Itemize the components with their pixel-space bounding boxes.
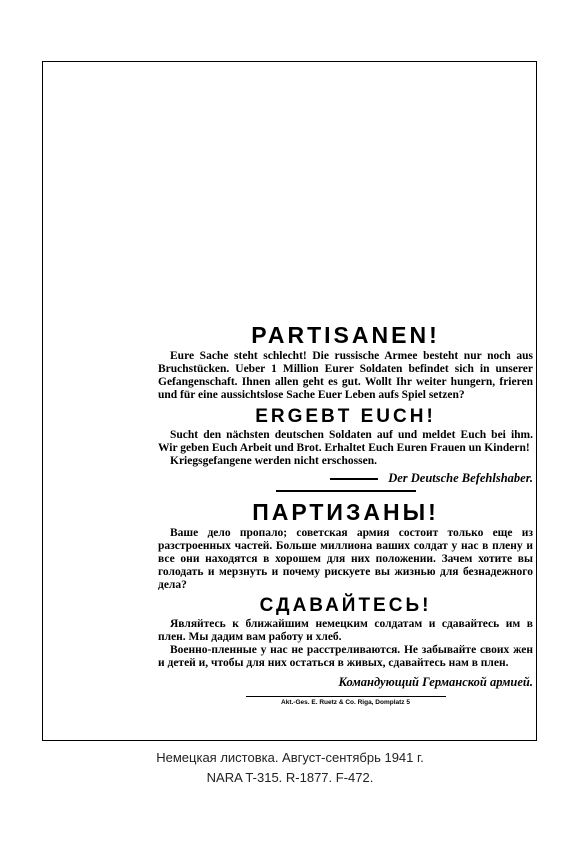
document-frame [42, 61, 537, 741]
german-subheading: ERGEBT EUCH! [255, 406, 436, 427]
russian-paragraph-1: Ваше дело пропало; советская армия состоит только еще из разстроенных частей. Больше миллиона ваших солдат у нас в плену и все они находятся в хорошем для них положении. Зачем хотите вы голодать и мерзнуть и почему рискуете вы жизнью для безнадежного дела? [158, 527, 533, 591]
caption-line-1: Немецкая листовка. Август-сентябрь 1941 г. [156, 750, 424, 765]
russian-paragraph-3: Военно-пленные у нас не расстреливаются. Не забывайте своих жен и детей и, чтобы для них остаться в живых, сдавайтесь нам в плен. [158, 644, 533, 669]
caption-line-2: NARA T-315. R-1877. F-472. [206, 770, 374, 785]
german-paragraph-3: Kriegsgefangene werden nicht erschossen. [170, 455, 377, 467]
signature-rule [330, 478, 378, 480]
russian-paragraph-2: Являйтесь к ближайшим немецким солдатам и сдавайтесь им в плен. Мы дадим вам работу и хлеб. [158, 618, 533, 643]
german-signature-text: Der Deutsche Befehlshaber. [388, 471, 533, 485]
language-separator [276, 490, 416, 492]
leaflet [158, 320, 533, 706]
german-paragraph-2: Sucht den nächsten deutschen Soldaten auf und meldet Euch bei ihm. Wir geben Euch Arbeit und Brot. Erhaltet Euch Euren Frauen un Kindern! [158, 429, 533, 454]
printer-imprint: Akt.-Ges. E. Ruetz & Co. Riga, Domplatz 5 [281, 699, 410, 706]
german-signature [158, 471, 533, 486]
russian-signature: Командующий Германской армией. [338, 675, 533, 689]
german-heading: PARTISANEN! [251, 322, 440, 348]
german-paragraph-1: Eure Sache steht schlecht! Die russische Armee besteht nur noch aus Bruchstücken. Ueber 1 Million Eurer Soldaten befindet sich in unserer Gefangenschaft. Ihnen allen geht es gut. Wollt Ihr weiter hungern, frieren und für eine aussichtslose Sache Euer Leben aufs Spiel setzen? [158, 350, 533, 401]
printer-rule [246, 696, 446, 697]
russian-heading: ПАРТИЗАНЫ! [252, 499, 439, 525]
russian-subheading: СДАВАЙТЕСЬ! [259, 595, 432, 616]
